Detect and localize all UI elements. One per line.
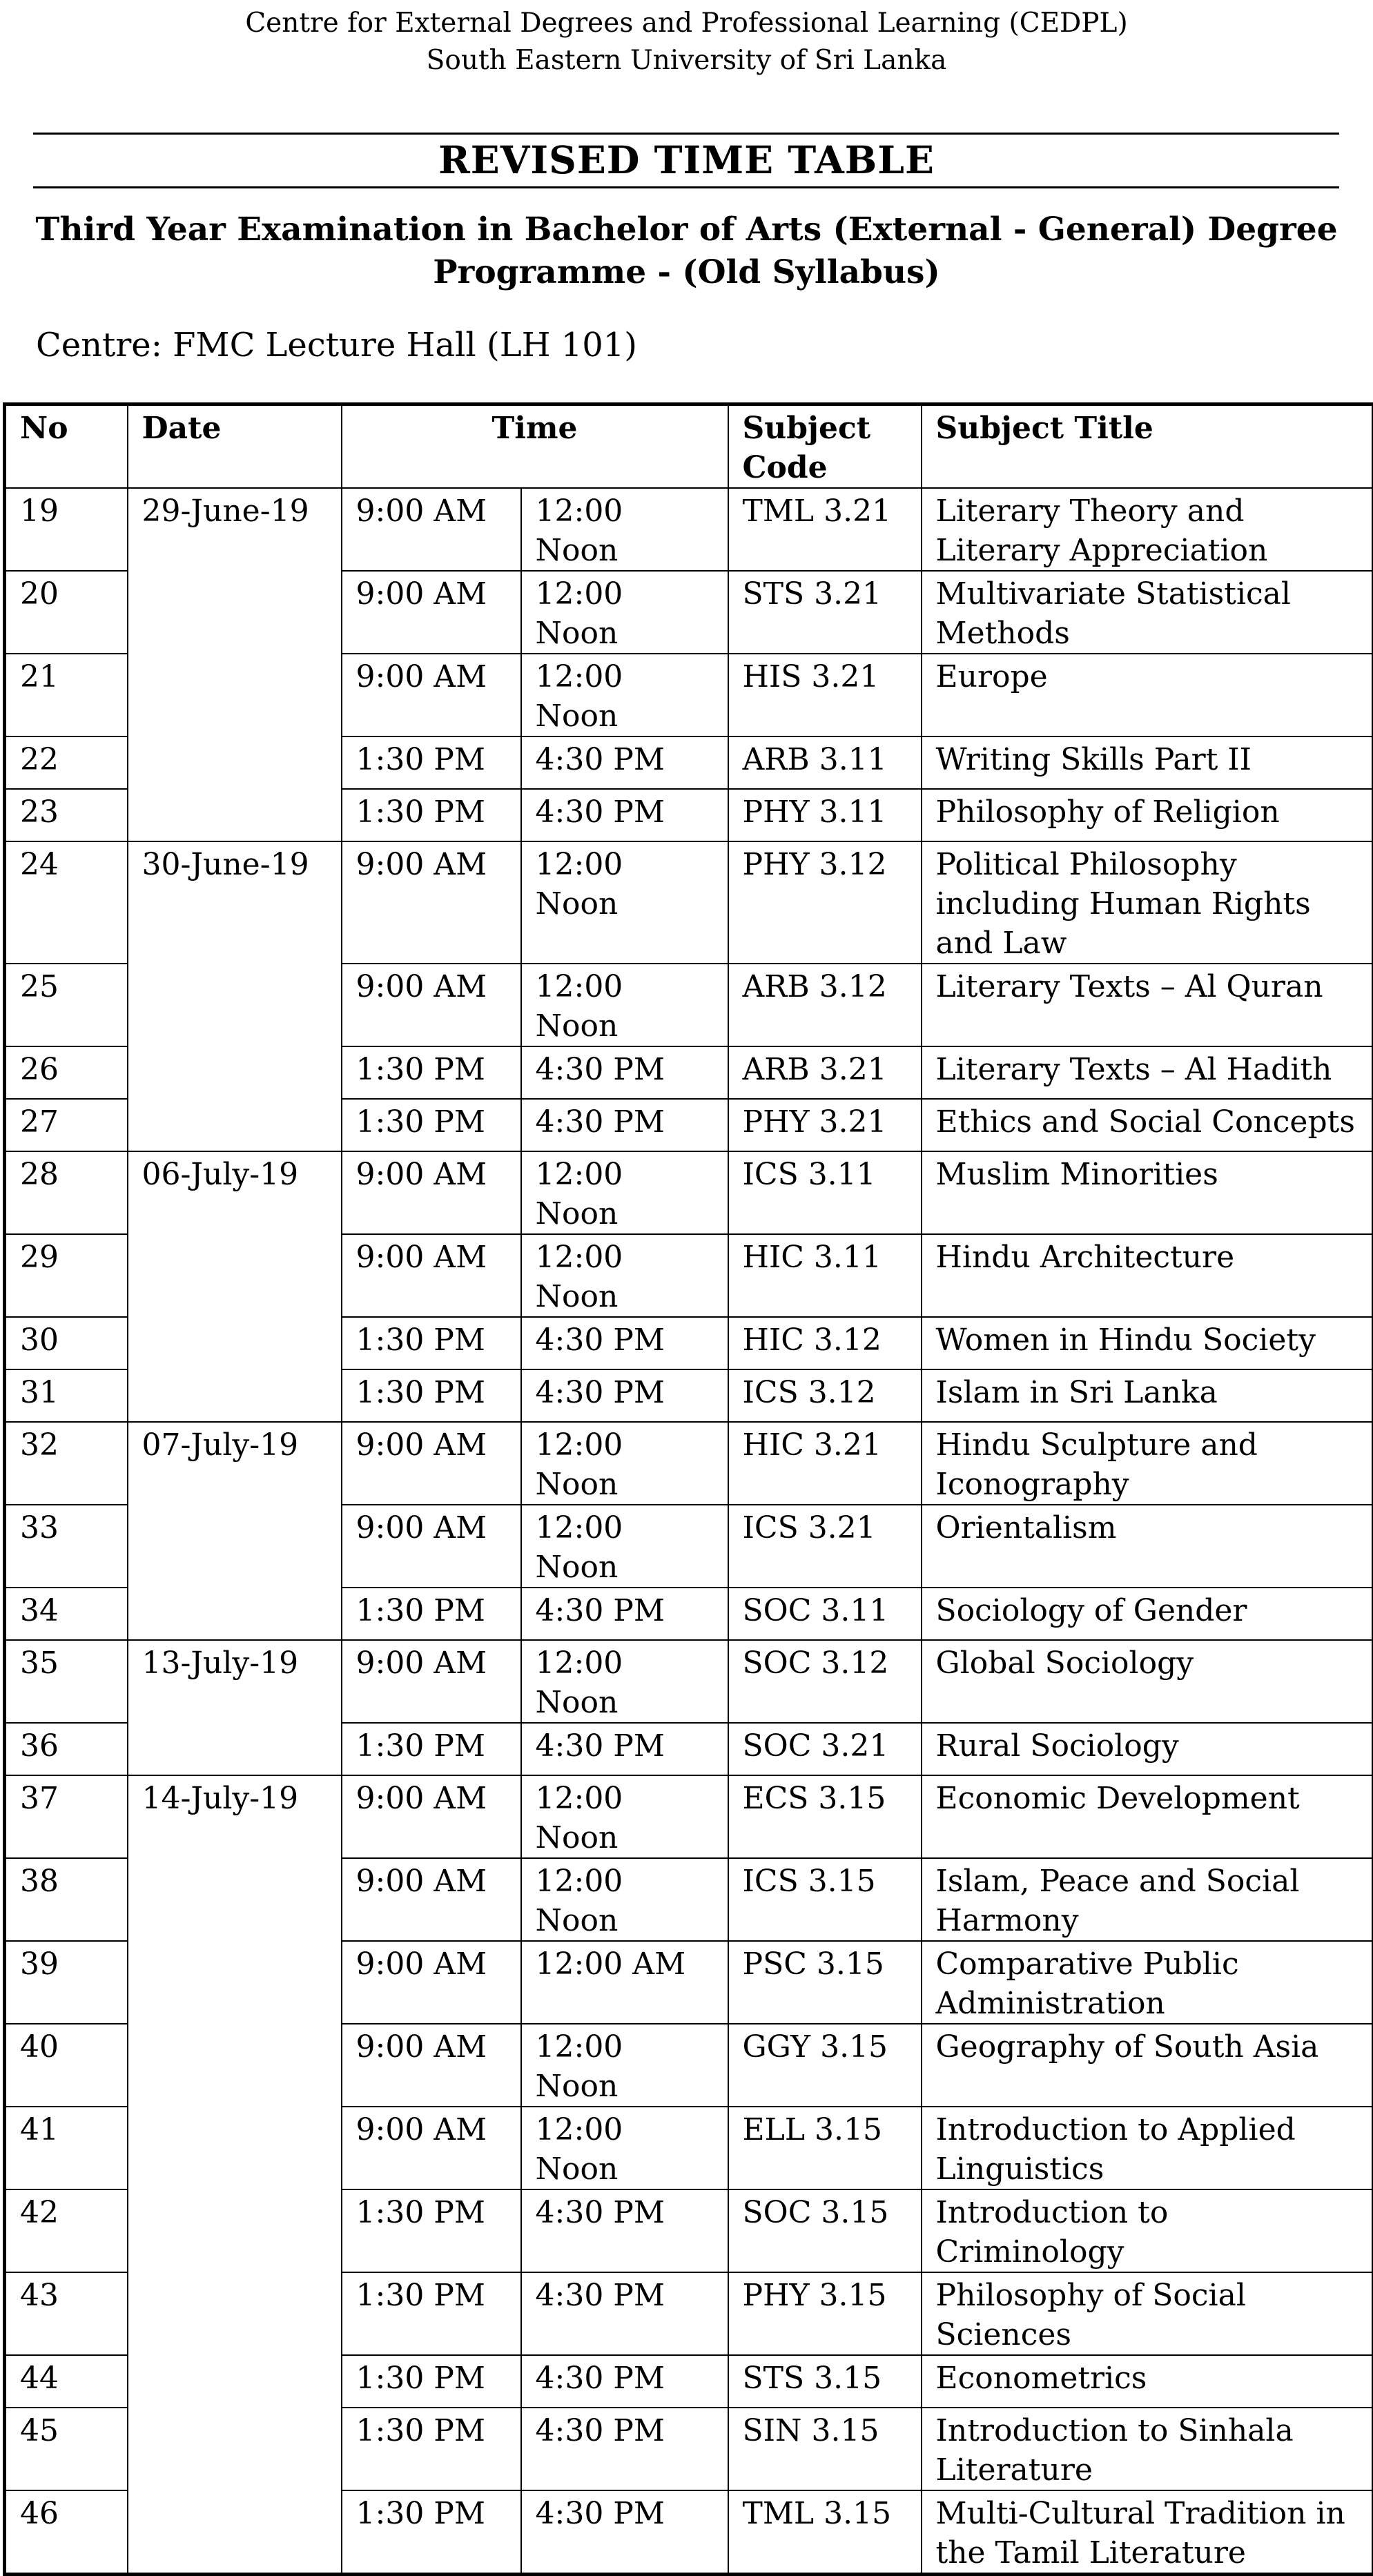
row-subject-code: STS 3.15 [728, 2355, 922, 2408]
row-subject-code: ARB 3.12 [728, 964, 922, 1046]
row-start-time: 9:00 AM [342, 1422, 521, 1505]
row-subject-title: Hindu Sculpture and Iconography [922, 1422, 1373, 1505]
row-subject-title: Geography of South Asia [922, 2024, 1373, 2107]
row-no: 32 [5, 1422, 128, 1505]
row-start-time: 9:00 AM [342, 654, 521, 736]
row-end-time: 4:30 PM [521, 2355, 728, 2408]
row-no: 36 [5, 1723, 128, 1775]
top-rule [33, 133, 1339, 135]
timetable-body [5, 488, 1373, 2575]
row-start-time: 9:00 AM [342, 1151, 521, 1234]
row-end-time: 12:00 Noon [521, 841, 728, 964]
row-subject-title: Political Philosophy including Human Rights and Law [922, 841, 1373, 964]
row-end-time: 12:00 Noon [521, 488, 728, 571]
row-no: 42 [5, 2189, 128, 2272]
row-subject-code: GGY 3.15 [728, 2024, 922, 2107]
row-subject-title: Introduction to Sinhala Literature [922, 2408, 1373, 2490]
exam-subtitle [0, 208, 1373, 294]
row-subject-code: SOC 3.12 [728, 1640, 922, 1723]
row-no: 22 [5, 736, 128, 789]
row-subject-code: HIC 3.21 [728, 1422, 922, 1505]
row-date: 14-July-19 [128, 1775, 342, 2575]
row-end-time: 12:00 Noon [521, 1505, 728, 1588]
row-subject-code: HIC 3.11 [728, 1234, 922, 1317]
row-subject-title: Multi-Cultural Tradition in the Tamil Literature [922, 2490, 1373, 2575]
row-end-time: 4:30 PM [521, 789, 728, 841]
row-no: 21 [5, 654, 128, 736]
row-no: 38 [5, 1858, 128, 1941]
row-date: 29-June-19 [128, 488, 342, 841]
row-start-time: 9:00 AM [342, 1941, 521, 2024]
row-end-time: 4:30 PM [521, 2272, 728, 2355]
header-no: No [5, 404, 128, 489]
row-start-time: 9:00 AM [342, 488, 521, 571]
row-end-time: 4:30 PM [521, 1099, 728, 1151]
row-subject-code: TML 3.15 [728, 2490, 922, 2575]
row-subject-code: TML 3.21 [728, 488, 922, 571]
row-no: 45 [5, 2408, 128, 2490]
row-start-time: 1:30 PM [342, 1099, 521, 1151]
row-subject-code: ICS 3.12 [728, 1369, 922, 1422]
row-subject-title: Introduction to Criminology [922, 2189, 1373, 2272]
row-end-time: 12:00 Noon [521, 1151, 728, 1234]
row-end-time: 4:30 PM [521, 1723, 728, 1775]
row-start-time: 9:00 AM [342, 1640, 521, 1723]
row-subject-title: Ethics and Social Concepts [922, 1099, 1373, 1151]
row-subject-title: Orientalism [922, 1505, 1373, 1588]
row-subject-code: ICS 3.15 [728, 1858, 922, 1941]
row-no: 35 [5, 1640, 128, 1723]
row-subject-title: Philosophy of Social Sciences [922, 2272, 1373, 2355]
row-subject-code: ICS 3.11 [728, 1151, 922, 1234]
header-subject-code-line2: Code [743, 448, 907, 487]
header-subject-code [728, 404, 922, 489]
row-end-time: 4:30 PM [521, 2189, 728, 2272]
row-start-time: 1:30 PM [342, 789, 521, 841]
row-no: 41 [5, 2107, 128, 2189]
row-subject-code: HIS 3.21 [728, 654, 922, 736]
row-end-time: 12:00 Noon [521, 654, 728, 736]
row-subject-code: SOC 3.21 [728, 1723, 922, 1775]
row-subject-title: Multivariate Statistical Methods [922, 571, 1373, 654]
row-no: 29 [5, 1234, 128, 1317]
row-date: 13-July-19 [128, 1640, 342, 1775]
institution-name: Centre for External Degrees and Professional Learning (CEDPL) [0, 6, 1373, 41]
row-subject-title: Philosophy of Religion [922, 789, 1373, 841]
row-no: 19 [5, 488, 128, 571]
exam-subtitle-line1: Third Year Examination in Bachelor of Arts (External - General) Degree [0, 208, 1373, 251]
row-no: 23 [5, 789, 128, 841]
row-no: 37 [5, 1775, 128, 1858]
row-subject-title: Literary Texts – Al Quran [922, 964, 1373, 1046]
page-title: REVISED TIME TABLE [0, 137, 1373, 184]
row-end-time: 4:30 PM [521, 1317, 728, 1369]
row-no: 44 [5, 2355, 128, 2408]
row-no: 43 [5, 2272, 128, 2355]
row-end-time: 4:30 PM [521, 1588, 728, 1640]
row-subject-code: SOC 3.15 [728, 2189, 922, 2272]
row-subject-code: PHY 3.15 [728, 2272, 922, 2355]
row-start-time: 9:00 AM [342, 841, 521, 964]
row-end-time: 12:00 Noon [521, 2107, 728, 2189]
row-end-time: 12:00 Noon [521, 2024, 728, 2107]
row-subject-title: Introduction to Applied Linguistics [922, 2107, 1373, 2189]
row-subject-title: Hindu Architecture [922, 1234, 1373, 1317]
row-end-time: 12:00 Noon [521, 1422, 728, 1505]
row-subject-code: SOC 3.11 [728, 1588, 922, 1640]
row-no: 20 [5, 571, 128, 654]
header-subject-code-line1: Subject [743, 409, 907, 448]
table-row [5, 488, 1373, 571]
row-start-time: 9:00 AM [342, 1234, 521, 1317]
row-no: 28 [5, 1151, 128, 1234]
row-subject-code: ECS 3.15 [728, 1775, 922, 1858]
row-subject-title: Economic Development [922, 1775, 1373, 1858]
row-subject-title: Global Sociology [922, 1640, 1373, 1723]
row-start-time: 9:00 AM [342, 964, 521, 1046]
row-date: 30-June-19 [128, 841, 342, 1151]
row-subject-code: PHY 3.11 [728, 789, 922, 841]
row-no: 39 [5, 1941, 128, 2024]
row-no: 33 [5, 1505, 128, 1588]
row-subject-code: ARB 3.21 [728, 1046, 922, 1099]
table-row [5, 841, 1373, 964]
row-subject-title: Rural Sociology [922, 1723, 1373, 1775]
row-end-time: 4:30 PM [521, 2408, 728, 2490]
row-start-time: 9:00 AM [342, 2024, 521, 2107]
row-start-time: 1:30 PM [342, 2408, 521, 2490]
row-no: 27 [5, 1099, 128, 1151]
row-start-time: 1:30 PM [342, 2355, 521, 2408]
row-no: 40 [5, 2024, 128, 2107]
row-subject-title: Women in Hindu Society [922, 1317, 1373, 1369]
table-row [5, 1422, 1373, 1505]
row-start-time: 1:30 PM [342, 1369, 521, 1422]
row-subject-code: STS 3.21 [728, 571, 922, 654]
row-end-time: 12:00 Noon [521, 1775, 728, 1858]
row-start-time: 9:00 AM [342, 2107, 521, 2189]
row-subject-code: PSC 3.15 [728, 1941, 922, 2024]
exam-subtitle-line2: Programme - (Old Syllabus) [0, 251, 1373, 294]
table-row [5, 1775, 1373, 1858]
row-no: 25 [5, 964, 128, 1046]
row-subject-title: Writing Skills Part II [922, 736, 1373, 789]
row-subject-title: Econometrics [922, 2355, 1373, 2408]
row-start-time: 1:30 PM [342, 2189, 521, 2272]
row-subject-title: Muslim Minorities [922, 1151, 1373, 1234]
row-end-time: 12:00 Noon [521, 1234, 728, 1317]
row-date: 07-July-19 [128, 1422, 342, 1640]
row-no: 31 [5, 1369, 128, 1422]
table-header-row [5, 404, 1373, 489]
row-subject-title: Comparative Public Administration [922, 1941, 1373, 2024]
row-end-time: 12:00 Noon [521, 964, 728, 1046]
row-no: 30 [5, 1317, 128, 1369]
row-no: 34 [5, 1588, 128, 1640]
header-subject-title: Subject Title [922, 404, 1373, 489]
row-start-time: 1:30 PM [342, 736, 521, 789]
row-subject-code: SIN 3.15 [728, 2408, 922, 2490]
row-end-time: 4:30 PM [521, 2490, 728, 2575]
row-subject-code: HIC 3.12 [728, 1317, 922, 1369]
bottom-rule [33, 186, 1339, 188]
row-subject-title: Islam in Sri Lanka [922, 1369, 1373, 1422]
exam-centre: Centre: FMC Lecture Hall (LH 101) [36, 324, 637, 366]
row-start-time: 1:30 PM [342, 1046, 521, 1099]
row-subject-code: PHY 3.21 [728, 1099, 922, 1151]
row-end-time: 12:00 Noon [521, 1858, 728, 1941]
row-start-time: 1:30 PM [342, 1723, 521, 1775]
row-start-time: 1:30 PM [342, 2490, 521, 2575]
row-subject-title: Literary Texts – Al Hadith [922, 1046, 1373, 1099]
row-date: 06-July-19 [128, 1151, 342, 1422]
row-end-time: 12:00 Noon [521, 1640, 728, 1723]
row-start-time: 1:30 PM [342, 1588, 521, 1640]
row-subject-code: ICS 3.21 [728, 1505, 922, 1588]
university-name: South Eastern University of Sri Lanka [0, 43, 1373, 79]
row-no: 24 [5, 841, 128, 964]
row-no: 26 [5, 1046, 128, 1099]
row-end-time: 4:30 PM [521, 1369, 728, 1422]
table-row [5, 1151, 1373, 1234]
row-subject-code: ELL 3.15 [728, 2107, 922, 2189]
table-row [5, 1640, 1373, 1723]
row-start-time: 9:00 AM [342, 1505, 521, 1588]
header-time: Time [342, 404, 728, 489]
row-start-time: 9:00 AM [342, 1858, 521, 1941]
row-subject-code: ARB 3.11 [728, 736, 922, 789]
row-end-time: 12:00 AM [521, 1941, 728, 2024]
row-subject-title: Islam, Peace and Social Harmony [922, 1858, 1373, 1941]
header-date: Date [128, 404, 342, 489]
row-end-time: 4:30 PM [521, 1046, 728, 1099]
timetable [3, 402, 1373, 2576]
row-start-time: 1:30 PM [342, 1317, 521, 1369]
row-start-time: 9:00 AM [342, 571, 521, 654]
row-start-time: 9:00 AM [342, 1775, 521, 1858]
row-no: 46 [5, 2490, 128, 2575]
row-subject-title: Sociology of Gender [922, 1588, 1373, 1640]
row-subject-code: PHY 3.12 [728, 841, 922, 964]
row-subject-title: Literary Theory and Literary Appreciation [922, 488, 1373, 571]
row-end-time: 12:00 Noon [521, 571, 728, 654]
row-start-time: 1:30 PM [342, 2272, 521, 2355]
row-subject-title: Europe [922, 654, 1373, 736]
row-end-time: 4:30 PM [521, 736, 728, 789]
